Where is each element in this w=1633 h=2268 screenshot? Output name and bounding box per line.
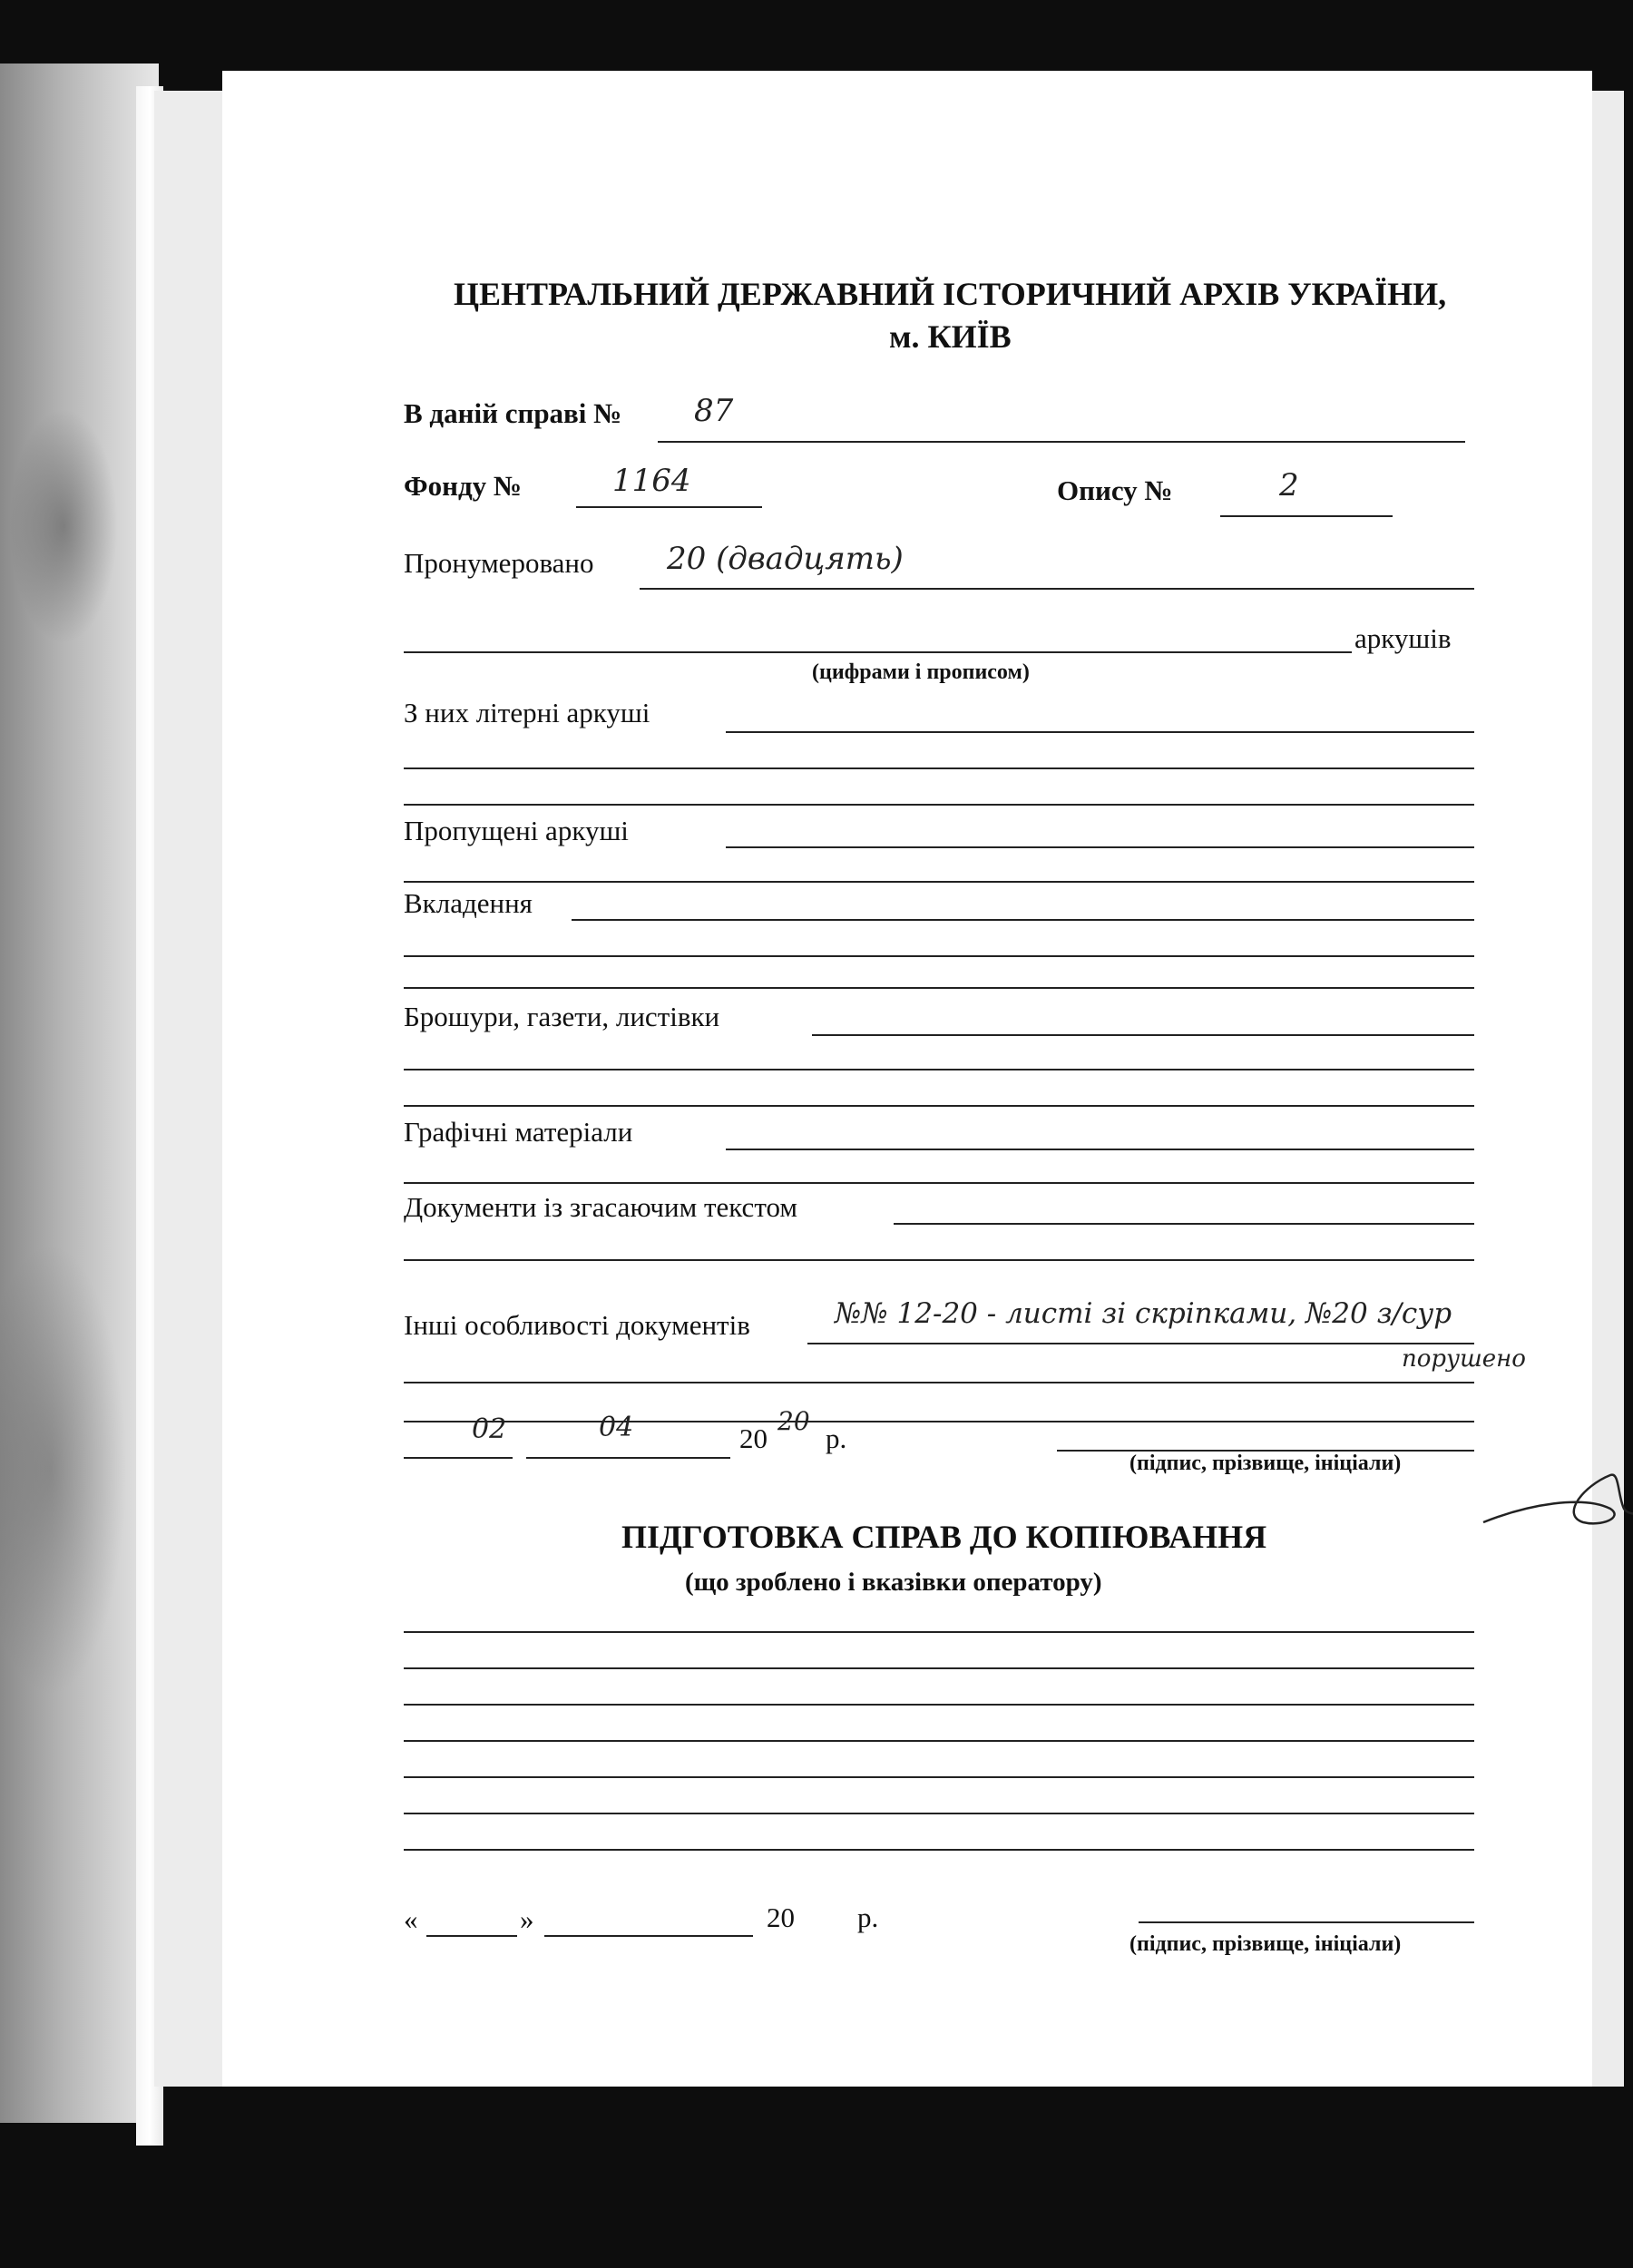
copy-date-month-line [544, 1935, 753, 1937]
graphics-label: Графічні матеріали [404, 1116, 633, 1148]
numbered-value: 20 (двадцять) [667, 541, 904, 577]
copy-line-4 [404, 1740, 1474, 1742]
numbered-hint: (цифрами і прописом) [812, 660, 1030, 684]
fading-label: Документи із згасаючим текстом [404, 1191, 797, 1223]
missed-sheets-label: Пропущені аркуші [404, 815, 629, 846]
copy-line-6 [404, 1813, 1474, 1814]
numbered-line-2 [404, 651, 1352, 653]
handwritten-signature [1474, 1468, 1633, 1540]
fond-line [576, 506, 762, 508]
copy-line-2 [404, 1667, 1474, 1669]
archive-form-page [222, 71, 1592, 2087]
section-copying-subtitle: (що зроблено і вказівки оператору) [685, 1568, 1102, 1597]
graphics-line [726, 1149, 1474, 1150]
date-month-value: 04 [599, 1412, 634, 1443]
graphics-line-2 [404, 1182, 1474, 1184]
date-day-line [404, 1457, 513, 1459]
letter-sheets-line-2 [404, 767, 1474, 769]
fond-label: Фонду № [404, 470, 523, 502]
section-copying-title: ПІДГОТОВКА СПРАВ ДО КОПІЮВАННЯ [621, 1519, 1267, 1555]
other-features-line [807, 1343, 1474, 1344]
copy-signature-line [1139, 1921, 1474, 1923]
case-number-line [658, 441, 1465, 443]
brochures-label: Брошури, газети, листівки [404, 1001, 720, 1032]
date-year-value: 20 [777, 1406, 810, 1436]
inserts-line [572, 919, 1474, 921]
inserts-line-2 [404, 955, 1474, 957]
copy-line-1 [404, 1631, 1474, 1633]
opys-label: Опису № [1057, 474, 1173, 506]
missed-sheets-line [726, 846, 1474, 848]
date-year-prefix: 20 [739, 1422, 768, 1454]
archive-city: м. КИЇВ [889, 318, 1012, 355]
copy-signature-hint: (підпис, прізвище, ініціали) [1129, 1932, 1402, 1956]
copy-date-open-quote: « [404, 1903, 418, 1935]
date-day-value: 02 [472, 1413, 507, 1445]
copy-date-year-suffix: р. [857, 1901, 879, 1933]
inserts-label: Вкладення [404, 887, 533, 919]
copy-date-day-line [426, 1935, 517, 1937]
date-month-line [526, 1457, 730, 1459]
inserts-line-3 [404, 987, 1474, 989]
numbered-line [640, 588, 1474, 590]
case-number-label: В даній справі № [404, 397, 622, 429]
fond-value: 1164 [612, 463, 691, 499]
letter-sheets-line [726, 731, 1474, 733]
letter-sheets-line-3 [404, 804, 1474, 806]
sheets-word: аркушів [1354, 622, 1452, 654]
copy-date-close-quote: » [520, 1903, 534, 1935]
brochures-line-2 [404, 1069, 1474, 1070]
copy-date-year-prefix: 20 [767, 1901, 795, 1933]
opys-line [1220, 515, 1393, 517]
brochures-line-3 [404, 1105, 1474, 1107]
archive-title: ЦЕНТРАЛЬНИЙ ДЕРЖАВНИЙ ІСТОРИЧНИЙ АРХІВ УКРАЇНИ, [454, 276, 1447, 312]
other-features-label: Інші особливості документів [404, 1309, 750, 1341]
copy-line-5 [404, 1776, 1474, 1778]
other-features-line-2 [404, 1382, 1474, 1383]
fading-line-2 [404, 1259, 1474, 1261]
copy-line-7 [404, 1849, 1474, 1851]
numbered-label: Пронумеровано [404, 547, 594, 579]
other-features-line-3 [404, 1421, 1474, 1422]
other-features-value-2: порушено [1402, 1345, 1526, 1373]
letter-sheets-label: З них літерні аркуші [404, 697, 650, 728]
signature-hint: (підпис, прізвище, ініціали) [1129, 1452, 1402, 1475]
missed-sheets-line-2 [404, 881, 1474, 883]
other-features-value: №№ 12-20 - листі зі скріпками, №20 з/сур [835, 1297, 1452, 1330]
left-page-edge [0, 64, 159, 2123]
copy-line-3 [404, 1704, 1474, 1706]
date-year-suffix: р. [826, 1422, 847, 1454]
case-number-value: 87 [694, 393, 734, 429]
opys-value: 2 [1279, 467, 1299, 503]
fading-line [894, 1223, 1474, 1225]
brochures-line [812, 1034, 1474, 1036]
